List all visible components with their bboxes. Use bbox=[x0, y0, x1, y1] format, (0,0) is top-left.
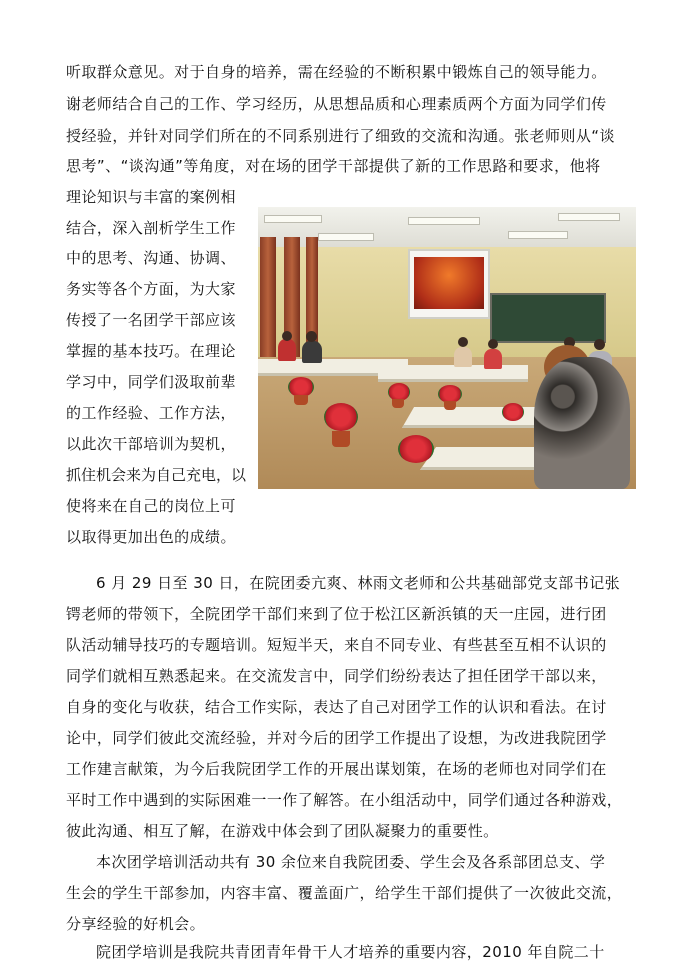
person-head bbox=[306, 331, 317, 342]
woman-foreground bbox=[534, 357, 630, 489]
flower-pot bbox=[444, 401, 456, 410]
flower-pot bbox=[332, 431, 350, 447]
flower-pot bbox=[392, 399, 404, 408]
training-classroom-photo bbox=[258, 207, 636, 489]
ceiling-light bbox=[264, 215, 322, 223]
paragraph-line: 以此次干部培训为契机， bbox=[66, 435, 236, 453]
paragraph-line: 同学们就相互熟悉起来。在交流发言中，同学们纷纷表达了担任团学干部以来， bbox=[66, 667, 607, 685]
paragraph-line: 传授了一名团学干部应该 bbox=[66, 311, 236, 329]
person-head bbox=[594, 339, 605, 350]
paragraph-line: 学习中，同学们汲取前辈 bbox=[66, 373, 236, 391]
person bbox=[302, 341, 322, 363]
ceiling-light bbox=[318, 233, 374, 241]
paragraph-line: 以取得更加出色的成绩。 bbox=[66, 528, 236, 546]
ceiling-light bbox=[558, 213, 620, 221]
projected-slide bbox=[414, 257, 484, 309]
projection-screen bbox=[408, 249, 490, 319]
person bbox=[278, 339, 296, 361]
flower-pot-plant bbox=[288, 377, 314, 397]
person bbox=[484, 349, 502, 369]
paragraph-line: 工作建言献策，为今后我院团学工作的开展出谋划策，在场的老师也对同学们在 bbox=[66, 760, 607, 778]
paragraph-line: 自身的变化与收获，结合工作实际，表达了自己对团学工作的认识和看法。在讨 bbox=[66, 698, 607, 716]
paragraph-line: 的工作经验、工作方法， bbox=[66, 404, 236, 422]
flower-pot-plant bbox=[324, 403, 358, 431]
blackboard bbox=[490, 293, 606, 343]
paragraph-line: 论中，同学们彼此交流经验，并对今后的团学工作提出了设想，为改进我院团学 bbox=[66, 729, 607, 747]
paragraph-line: 中的思考、沟通、协调、 bbox=[66, 249, 236, 267]
flower-pot bbox=[294, 395, 308, 405]
flower-pot-plant bbox=[502, 403, 524, 421]
paragraph-line: 务实等各个方面，为大家 bbox=[66, 280, 236, 298]
paragraph-line: 思考”、“谈沟通”等角度，对在场的团学干部提供了新的工作思路和要求，他将 bbox=[66, 157, 601, 175]
paragraph-line: 平时工作中遇到的实际困难一一作了解答。在小组活动中，同学们通过各种游戏， bbox=[66, 791, 623, 809]
table bbox=[378, 365, 528, 382]
paragraph-line: 理论知识与丰富的案例相 bbox=[66, 188, 236, 206]
person-head bbox=[458, 337, 468, 347]
paragraph-line: 生会的学生干部参加，内容丰富、覆盖面广，给学生干部们提供了一次彼此交流， bbox=[66, 884, 623, 902]
paragraph-line: 分享经验的好机会。 bbox=[66, 915, 206, 933]
paragraph-line: 院团学培训是我院共青团青年骨干人才培养的重要内容，2010 年自院二十 bbox=[96, 943, 605, 961]
paragraph-line: 抓住机会来为自己充电，以 bbox=[66, 466, 247, 484]
ceiling-light bbox=[508, 231, 568, 239]
paragraph-line: 锷老师的带领下，全院团学干部们来到了位于松江区新浜镇的天一庄园，进行团 bbox=[66, 605, 607, 623]
paragraph-line: 结合，深入剖析学生工作 bbox=[66, 219, 236, 237]
paragraph-line: 授经验，并针对同学们所在的不同系别进行了细致的交流和沟通。张老师则从“谈 bbox=[66, 127, 615, 145]
paragraph-line: 6 月 29 日至 30 日，在院团委亢爽、林雨文老师和公共基础部党支部书记张 bbox=[96, 574, 621, 592]
flower-pot-plant bbox=[398, 435, 434, 463]
paragraph-line: 彼此沟通、相互了解，在游戏中体会到了团队凝聚力的重要性。 bbox=[66, 822, 499, 840]
paragraph-line: 听取群众意见。对于自身的培养，需在经验的不断积累中锻炼自己的领导能力。 bbox=[66, 63, 607, 81]
paragraph-line: 使将来在自己的岗位上可 bbox=[66, 497, 236, 515]
paragraph-line: 本次团学培训活动共有 30 余位来自我院团委、学生会及各系部团总支、学 bbox=[96, 853, 606, 871]
person-head bbox=[282, 331, 292, 341]
paragraph-line: 队活动辅导技巧的专题培训。短短半天，来自不同专业、有些甚至互相不认识的 bbox=[66, 636, 607, 654]
person-head bbox=[488, 339, 498, 349]
paragraph-line: 谢老师结合自己的工作、学习经历，从思想品质和心理素质两个方面为同学们传 bbox=[66, 95, 607, 113]
person bbox=[454, 347, 472, 367]
paragraph-line: 掌握的基本技巧。在理论 bbox=[66, 342, 236, 360]
ceiling-light bbox=[408, 217, 480, 225]
